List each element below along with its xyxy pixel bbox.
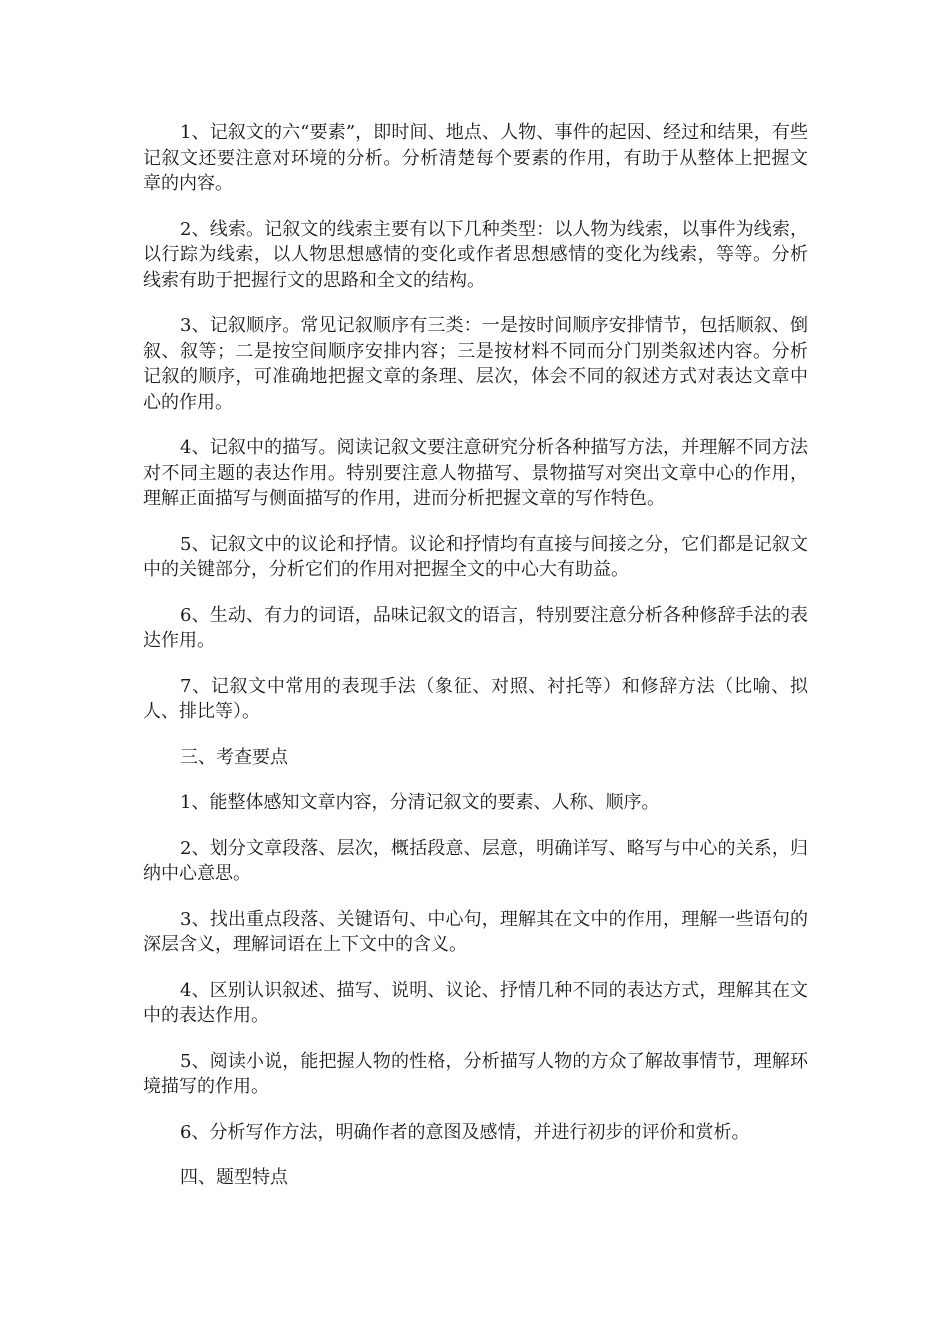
paragraph-clues: 2、线索。记叙文的线索主要有以下几种类型：以人物为线索，以事件为线索，以行踪为线索，以人物思想感情的变化或作者思想感情的变化为线索，等等。分析线索有助于把握行文的思路和全文的结构。 xyxy=(143,218,808,291)
exam-point-5: 5、阅读小说，能把握人物的性格，分析描写人物的方众了解故事情节，理解环境描写的作用。 xyxy=(143,1050,808,1097)
paragraph-narrative-order: 3、记叙顺序。常见记叙顺序有三类：一是按时间顺序安排情节，包括顺叙、倒叙、叙等；二是按空间顺序安排内容；三是按材料不同而分门别类叙述内容。分析记叙的顺序，可准确地把握文章的条理、层次，体会不同的叙述方式对表达文章中心的作用。 xyxy=(143,315,808,413)
section-heading-exam-points: 三、考查要点 xyxy=(180,746,288,768)
paragraph-argument-lyric: 5、记叙文中的议论和抒情。议论和抒情均有直接与间接之分，它们都是记叙文中的关键部分，分析它们的作用对把握全文的中心大有助益。 xyxy=(143,533,808,580)
exam-point-2: 2、划分文章段落、层次，概括段意、层意，明确详写、略写与中心的关系，归纳中心意思。 xyxy=(143,837,808,884)
section-heading-question-types: 四、题型特点 xyxy=(180,1167,288,1188)
paragraph-language: 6、生动、有力的词语，品味记叙文的语言，特别要注意分析各种修辞手法的表达作用。 xyxy=(143,604,808,651)
exam-point-1: 1、能整体感知文章内容，分清记叙文的要素、人称、顺序。 xyxy=(180,792,660,813)
paragraph-techniques: 7、记叙文中常用的表现手法（象征、对照、衬托等）和修辞方法（比喻、拟人、排比等）。 xyxy=(143,675,808,722)
exam-point-4: 4、区别认识叙述、描写、说明、议论、抒情几种不同的表达方式，理解其在文中的表达作用。 xyxy=(143,979,808,1026)
exam-point-3: 3、找出重点段落、关键语句、中心句，理解其在文中的作用，理解一些语句的深层含义，理解词语在上下文中的含义。 xyxy=(143,908,808,955)
paragraph-description: 4、记叙中的描写。阅读记叙文要注意研究分析各种描写方法，并理解不同方法对不同主题的表达作用。特别要注意人物描写、景物描写对突出文章中心的作用，理解正面描写与侧面描写的作用，进而分析把握文章的写作特色。 xyxy=(143,437,808,509)
paragraph-elements: 1、记叙文的六“要素”，即时间、地点、人物、事件的起因、经过和结果，有些记叙文还要注意对环境的分析。分析清楚每个要素的作用，有助于从整体上把握文章的内容。 xyxy=(143,122,808,194)
exam-point-6: 6、分析写作方法，明确作者的意图及感情，并进行初步的评价和赏析。 xyxy=(180,1121,750,1143)
document-body xyxy=(143,120,808,1211)
